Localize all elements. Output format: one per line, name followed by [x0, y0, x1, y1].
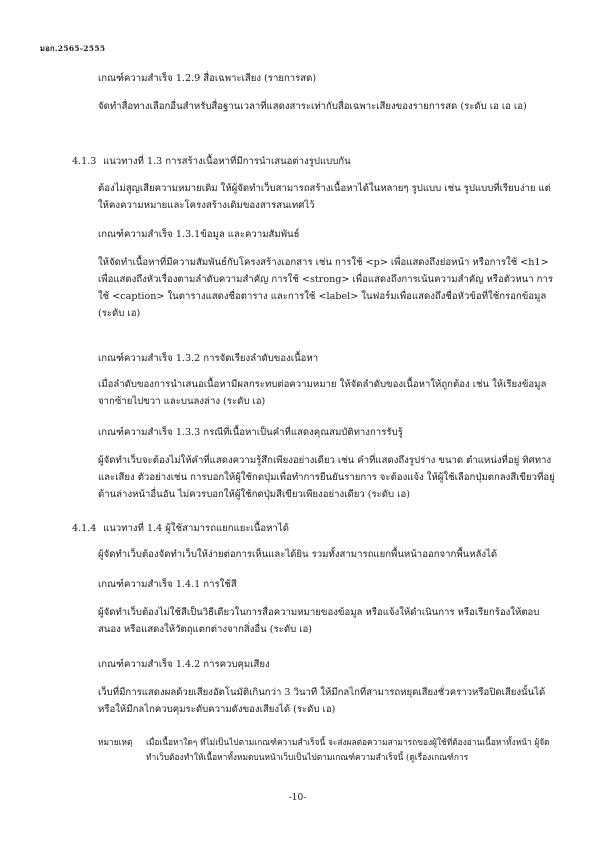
- criteria-1-3-2-description: เมื่อลำดับของการนำเสนอเนื้อหามีผลกระทบต่อความหมาย ให้จัดลำดับของเนื้อหาให้ถูกต้อง เช่น ให้เรียงข้อมูลจากซ้ายไปขวา และบนลงล่าง (ระดับ เอ): [98, 379, 547, 407]
- section-4-1-3-heading: [72, 153, 562, 170]
- criteria-1-3-2-title: เกณฑ์ความสำเร็จ 1.3.2 การจัดเรียงลำดับของเนื้อหา: [98, 353, 319, 364]
- note-label: หมายเหตุ: [98, 737, 133, 747]
- criteria-1-3-1-title: เกณฑ์ความสำเร็จ 1.3.1ข้อมูล และความสัมพันธ์: [98, 229, 300, 240]
- note-block: [98, 735, 558, 765]
- document-code-header: มอก.2565-2555: [40, 44, 106, 53]
- guideline-1-3-description: ต้องไม่สูญเสียความหมายเดิม ให้ผู้จัดทำเว็บสามารถสร้างเนื้อหาได้ในหลายๆ รูปแบบ เช่น รูปแบบที่เรียบง่าย แต่ให้คงความหมายและโครงสร้างเดิมของสารสนเทศไว้: [98, 183, 551, 211]
- section-4-1-4-heading: [72, 520, 562, 537]
- section-title-text: แนวทางที่ 1.4 ผู้ใช้สามารถแยกแยะเนื้อหาได้: [103, 523, 289, 534]
- criteria-1-3-3-title: เกณฑ์ความสำเร็จ 1.3.3 กรณีที่เนื้อหาเป็นคำที่แสดงคุณสมบัติทางการรับรู้: [98, 427, 403, 438]
- criteria-1-3-3-description: ผู้จัดทำเว็บจะต้องไม่ให้คำที่แสดงความรู้สึกเพียงอย่างเดียว เช่น คำที่แสดงถึงรูปร่าง ขนาด ตำแหน่งที่อยู่ ทิศทาง และเสียง ตัวอย่างเช่น การบอกให้ผู้ใช้กดปุ่มเพื่อทำการยืนยันรายการ จะต้องแจ้ง ให้ผู้ใช้เลือกปุ่มตกลงสีเขียวที่อยู่ด้านล่างหน้าอื่นอัน ไม่ควรบอกให้ผู้ใช้กดปุ่มสีเขียวเพียงอย่างเดียว (ระดับ เอ): [98, 455, 555, 500]
- criteria-1-4-1-title: เกณฑ์ความสำเร็จ 1.4.1 การใช้สี: [98, 579, 237, 590]
- note-text: เมื่อเนื้อหาใดๆ ที่ไม่เป็นไปตามเกณฑ์ความสำเร็จนี้ จะส่งผลต่อความสามารถของผู้ใช้ที่ต้องอ่านเนื้อหาทั้งหน้า ผู้จัดทำเว็บต้องทำให้เนื้อหาทั้งหมดบนหน้าเว็บเป็นไปตามเกณฑ์ความสำเร็จนี้ (ดูเรื่องเกณฑ์การ: [146, 737, 550, 762]
- criteria-1-2-9-description: จัดทำสื่อทางเลือกอื่นสำหรับสื่อฐานเวลาที่แสดงสาระเท่ากับสื่อเฉพาะเสียงของรายการสด (ระดับ เอ เอ เอ): [98, 101, 527, 112]
- criteria-1-3-1-description: ให้จัดทำเนื้อหาที่มีความสัมพันธ์กับโครงสร้างเอกสาร เช่น การใช้ <p> เพื่อแสดงถึงย่อหน้า หรือการใช้ <h1> เพื่อแสดงถึงหัวเรื่องตามลำดับความสำคัญ การใช้ <strong> เพื่อแสดงถึงการเน้นความสำคัญ หรือตัวหนา การใช้ <caption> ในตารางแสดงชื่อตาราง และการใช้ <label> ในฟอร์มเพื่อแสดงถึงชื่อหัวข้อที่ใช้กรอกข้อมูล (ระดับ เอ): [98, 257, 553, 319]
- criteria-1-4-2-description: เว็บที่มีการแสดงผลด้วยเสียงอัตโนมัติเกินกว่า 3 วินาที ให้มีกลไกที่สามารถหยุดเสียงชั่วคราวหรือปิดเสียงนั้นได้ หรือให้มีกลไกควบคุมระดับความดังของเสียงได้ (ระดับ เอ): [98, 687, 546, 715]
- criteria-1-4-1-description: ผู้จัดทำเว็บต้องไม่ใช้สีเป็นวิธีเดียวในการสื่อความหมายของข้อมูล หรือแจ้งให้ดำเนินการ หรือเรียกร้องให้ตอบสนอง หรือแสดงให้วัตถุแตกต่างจากสิ่งอื่น (ระดับ เอ): [98, 607, 540, 635]
- section-title-text: แนวทางที่ 1.3 การสร้างเนื้อหาที่มีการนำเสนอต่างรูปแบบกัน: [103, 156, 351, 167]
- criteria-1-4-2-title: เกณฑ์ความสำเร็จ 1.4.2 การควบคุมเสียง: [98, 659, 270, 670]
- page-number: -10-: [288, 793, 307, 803]
- section-number: 4.1.3: [72, 156, 97, 167]
- criteria-1-2-9-title: เกณฑ์ความสำเร็จ 1.2.9 สื่อเฉพาะเสียง (รายการสด): [98, 73, 317, 84]
- section-number: 4.1.4: [72, 523, 97, 534]
- guideline-1-4-description: ผู้จัดทำเว็บต้องจัดทำเว็บให้ง่ายต่อการเห็นและได้ยิน รวมทั้งสามารถแยกพื้นหน้าออกจากพื้นหลังได้: [98, 549, 498, 560]
